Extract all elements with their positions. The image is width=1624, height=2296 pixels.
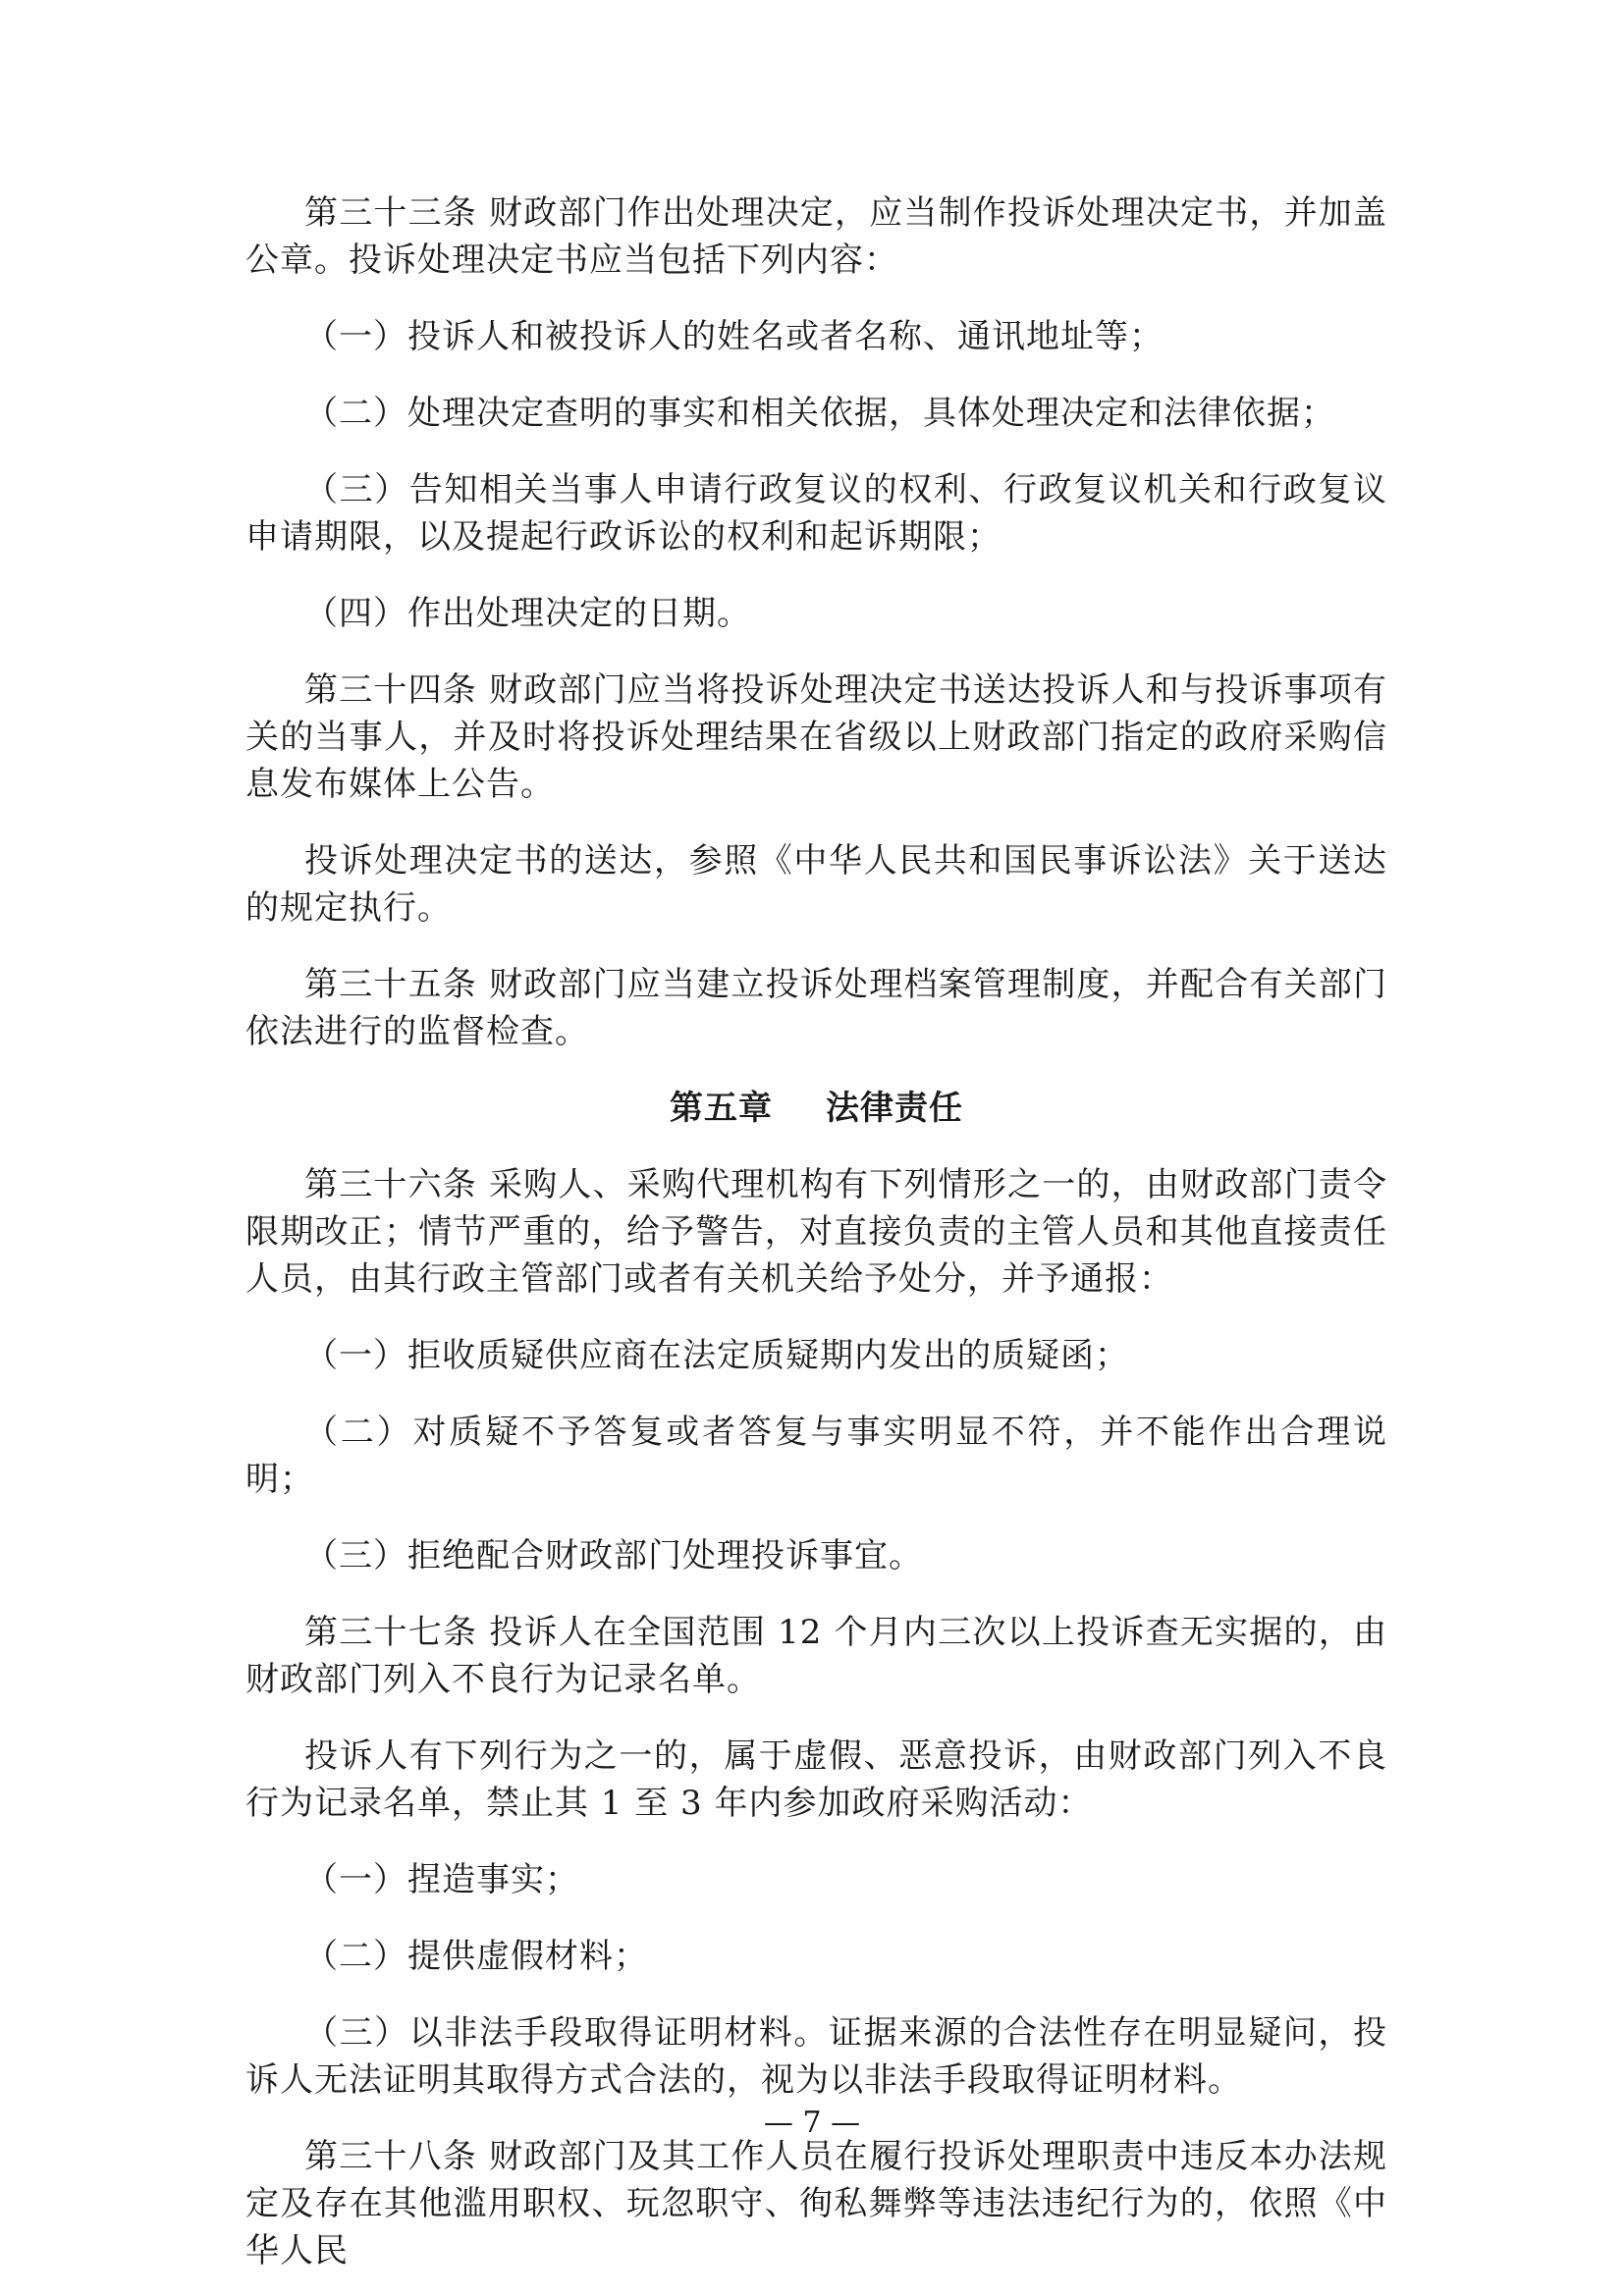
article-33: 第三十三条 财政部门作出处理决定，应当制作投诉处理决定书，并加盖公章。投诉处理决定书应当包括下列内容： (245, 193, 1387, 280)
article-38: 第三十八条 财政部门及其工作人员在履行投诉处理职责中违反本办法规定及存在其他滥用职权、玩忽职守、徇私舞弊等违法违纪行为的，依照《中华人民 (245, 2137, 1387, 2270)
page-number: — 7 — (763, 2106, 861, 2140)
article-37-item-2: （二）提供虚假材料； (304, 1937, 648, 1976)
chapter-number: 第五章 (670, 1089, 773, 1128)
article-37: 第三十七条 投诉人在全国范围 12 个月内三次以上投诉查无实据的，由财政部门列入不良行为记录名单。 (245, 1613, 1387, 1699)
article-36: 第三十六条 采购人、采购代理机构有下列情形之一的，由财政部门责令限期改正；情节严重的，给予警告，对直接负责的主管人员和其他直接责任人员，由其行政主管部门或者有关机关给予处分，并予通报： (245, 1165, 1387, 1299)
page-body (245, 189, 1387, 2274)
article-37-false-complaints: 投诉人有下列行为之一的，属于虚假、恶意投诉，由财政部门列入不良行为记录名单，禁止其 1 至 3 年内参加政府采购活动： (245, 1736, 1387, 1823)
article-36-item-1: （一）拒收质疑供应商在法定质疑期内发出的质疑函； (304, 1336, 1129, 1375)
article-37-item-1: （一）捏造事实； (304, 1860, 579, 1899)
article-36-item-2: （二）对质疑不予答复或者答复与事实明显不符，并不能作出合理说明； (245, 1413, 1387, 1499)
article-33-item-1: （一）投诉人和被投诉人的姓名或者名称、通讯地址等； (304, 317, 1164, 356)
article-36-item-3: （三）拒绝配合财政部门处理投诉事宜。 (304, 1536, 923, 1575)
article-34: 第三十四条 财政部门应当将投诉处理决定书送达投诉人和与投诉事项有关的当事人，并及时将投诉处理结果在省级以上财政部门指定的政府采购信息发布媒体上公告。 (245, 670, 1387, 804)
article-34-service: 投诉处理决定书的送达，参照《中华人民共和国民事诉讼法》关于送达的规定执行。 (245, 841, 1387, 928)
article-37-item-3: （三）以非法手段取得证明材料。证据来源的合法性存在明显疑问，投诉人无法证明其取得方式合法的，视为以非法手段取得证明材料。 (245, 2013, 1387, 2100)
chapter-heading (245, 1085, 1387, 1132)
article-35: 第三十五条 财政部门应当建立投诉处理档案管理制度，并配合有关部门依法进行的监督检查。 (245, 965, 1387, 1051)
chapter-title: 法律责任 (826, 1089, 963, 1128)
article-33-item-3: （三）告知相关当事人申请行政复议的权利、行政复议机关和行政复议申请期限，以及提起行政诉讼的权利和起诉期限； (245, 470, 1387, 557)
article-33-item-2: （二）处理决定查明的事实和相关依据，具体处理决定和法律依据； (304, 394, 1335, 433)
article-33-item-4: （四）作出处理决定的日期。 (304, 594, 751, 633)
